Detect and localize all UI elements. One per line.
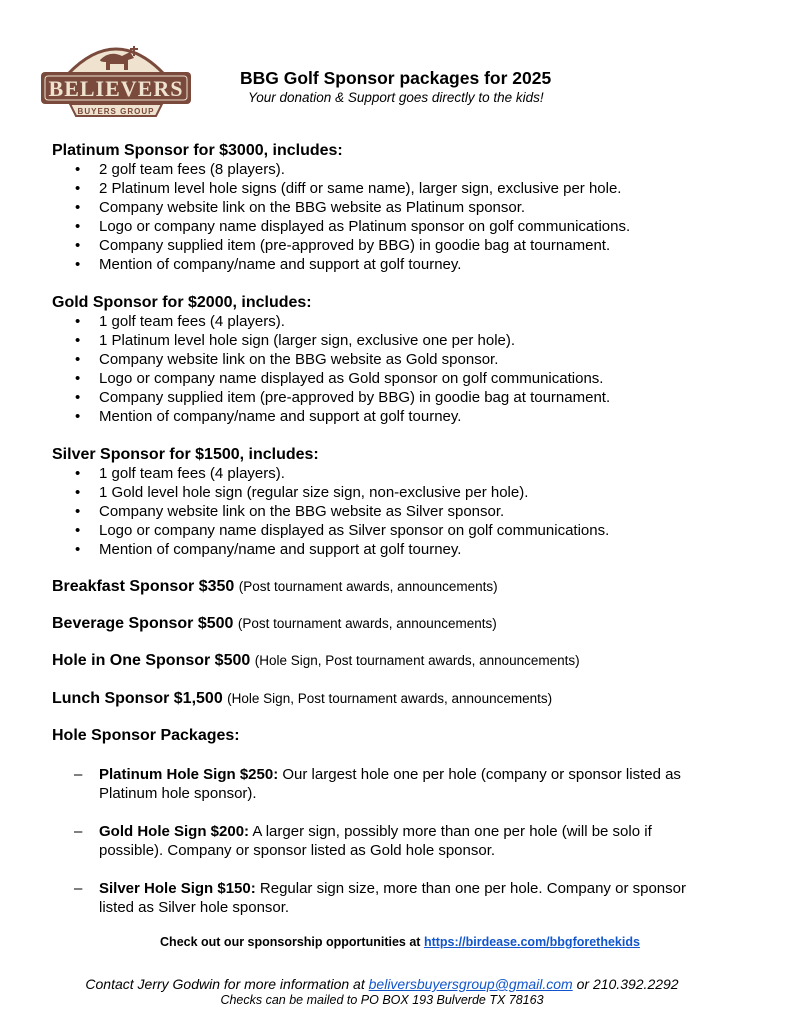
hole-package-silver [74, 879, 714, 917]
hole-package-label: Silver Hole Sign $150: [99, 880, 256, 897]
hole-package-text: A larger sign, possibly more than one per hole (will be solo if possible). Company or sponsor listed as Gold hole sponsor. [99, 823, 652, 859]
logo-tagline: BUYERS GROUP [77, 107, 155, 116]
breakfast-sponsor [52, 578, 498, 596]
dash-marker: – [74, 823, 83, 840]
mail-line: Checks can be mailed to PO BOX 193 Bulverde TX 78163 [220, 993, 544, 1007]
list-item: • Company website link on the BBG website as Platinum sponsor. [52, 198, 772, 217]
contact-line [0, 976, 764, 992]
hole-packages-title [52, 727, 240, 745]
breakfast-note: (Post tournament awards, announcements) [238, 579, 498, 594]
page-title: BBG Golf Sponsor packages for 2025 [240, 68, 552, 88]
beverage-sponsor [52, 615, 497, 633]
platinum-section [52, 141, 772, 274]
dash-marker: – [74, 880, 83, 897]
list-item: • Logo or company name displayed as Platinum sponsor on golf communications. [52, 217, 772, 236]
beverage-label: Beverage Sponsor $500 [52, 615, 234, 632]
list-item: • 1 golf team fees (4 players). [52, 464, 772, 483]
hole-package-platinum [74, 765, 714, 803]
hole-packages-heading: Hole Sponsor Packages: [52, 727, 240, 744]
list-item: • Company website link on the BBG website as Gold sponsor. [52, 350, 772, 369]
hole-in-one-label: Hole in One Sponsor $500 [52, 652, 251, 669]
silver-title: Silver Sponsor for $1500, includes: [52, 446, 319, 463]
breakfast-label: Breakfast Sponsor $350 [52, 578, 235, 595]
sponsorship-link[interactable]: https://birdease.com/bbgforethekids [423, 935, 640, 949]
hole-package-text: Regular sign size, more than one per hole. Company or sponsor listed as Silver hole sponsor. [99, 880, 686, 916]
list-item: • 2 Platinum level hole signs (diff or same name), larger sign, exclusive per hole. [52, 179, 772, 198]
list-item: • Company supplied item (pre-approved by BBG) in goodie bag at tournament. [52, 236, 772, 255]
lunch-sponsor [52, 690, 552, 708]
list-item: • Logo or company name displayed as Silver sponsor on golf communications. [52, 521, 772, 540]
list-item: • Mention of company/name and support at golf tourney. [52, 407, 772, 426]
silver-list [52, 464, 772, 559]
sponsorship-cta [0, 935, 800, 949]
believers-buyers-group-logo [38, 30, 194, 120]
page-subtitle: Your donation & Support goes directly to the kids! [248, 90, 544, 105]
beverage-note: (Post tournament awards, announcements) [237, 616, 497, 631]
lunch-note: (Hole Sign, Post tournament awards, announcements) [227, 691, 553, 706]
hole-package-label: Platinum Hole Sign $250: [99, 766, 279, 783]
list-item: • 1 Gold level hole sign (regular size sign, non-exclusive per hole). [52, 483, 772, 502]
hole-in-one-note: (Hole Sign, Post tournament awards, announcements) [254, 653, 580, 668]
hole-package-gold [74, 822, 714, 860]
list-item: • 1 golf team fees (4 players). [52, 312, 772, 331]
gold-list [52, 312, 772, 426]
platinum-list [52, 160, 772, 274]
logo-name: BELIEVERS [48, 76, 184, 101]
contact-suffix: or 210.392.2292 [572, 976, 679, 992]
list-item: • Company website link on the BBG website as Silver sponsor. [52, 502, 772, 521]
list-item: • Mention of company/name and support at golf tourney. [52, 255, 772, 274]
platinum-title: Platinum Sponsor for $3000, includes: [52, 142, 343, 159]
list-item: • Mention of company/name and support at golf tourney. [52, 540, 772, 559]
gold-section [52, 293, 772, 426]
hole-package-label: Gold Hole Sign $200: [99, 823, 250, 840]
list-item: • Company supplied item (pre-approved by BBG) in goodie bag at tournament. [52, 388, 772, 407]
lunch-label: Lunch Sponsor $1,500 [52, 690, 223, 707]
silver-section [52, 445, 772, 559]
hole-in-one-sponsor [52, 652, 580, 670]
cta-text: Check out our sponsorship opportunities at [160, 935, 424, 949]
contact-email-link[interactable]: beliversbuyersgroup@gmail.com [368, 976, 573, 992]
dash-marker: – [74, 766, 83, 783]
hole-package-text: Our largest hole one per hole (company or sponsor listed as Platinum hole sponsor). [99, 766, 681, 802]
contact-prefix: Contact Jerry Godwin for more information at [85, 976, 369, 992]
list-item: • 1 Platinum level hole sign (larger sign, exclusive one per hole). [52, 331, 772, 350]
list-item: • Logo or company name displayed as Gold sponsor on golf communications. [52, 369, 772, 388]
list-item: • 2 golf team fees (8 players). [52, 160, 772, 179]
gold-title: Gold Sponsor for $2000, includes: [52, 294, 312, 311]
